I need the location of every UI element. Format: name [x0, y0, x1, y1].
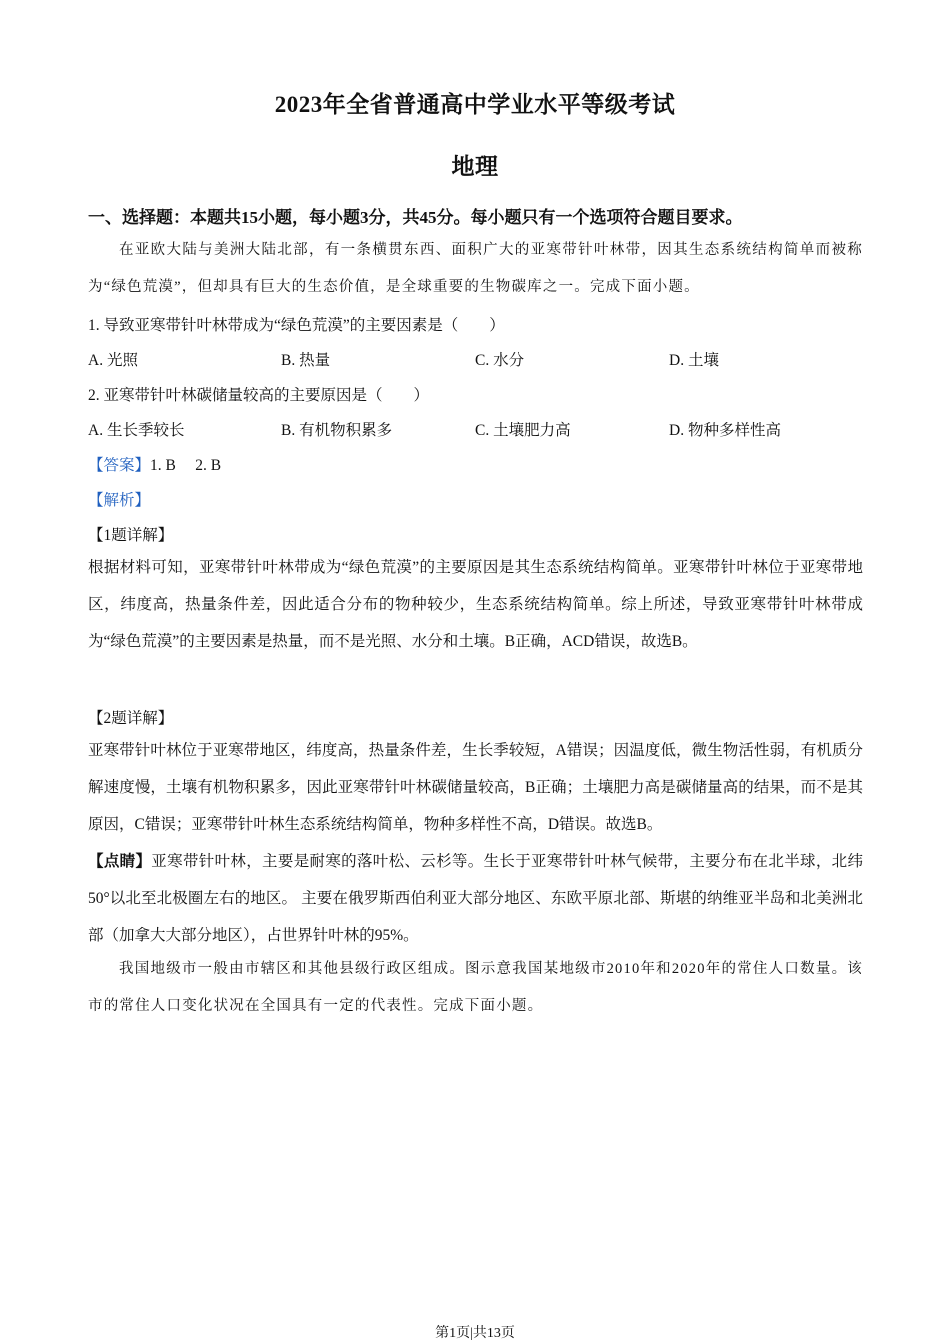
detail-1-text: 根据材料可知，亚寒带针叶林带成为“绿色荒漠”的主要原因是其生态系统结构简单。亚寒带针叶林位于亚寒带地区，纬度高，热量条件差，因此适合分布的物种较少，生态系统结构简单。综上所述，导致亚寒带针叶林带成为“绿色荒漠”的主要因素是热量，而不是光照、水分和土壤。B正确，ACD错误，故选B。 [88, 559, 863, 650]
question-2-stem: 2. 亚寒带针叶林碳储量较高的主要原因是（ ） [88, 387, 430, 404]
q2-option-b: B. 有机物积累多 [281, 422, 393, 439]
analysis-label: 【解析】 [88, 492, 151, 509]
q2-option-a: A. 生长季较长 [88, 422, 185, 439]
page-footer: 第1页|共13页 [435, 1326, 515, 1341]
answer-label: 【答案】 [88, 457, 151, 474]
tip-paragraph [88, 843, 863, 954]
detail-2-text: 亚寒带针叶林位于亚寒带地区，纬度高，热量条件差，生长季较短，A错误；因温度低，微生物活性弱，有机质分解速度慢，土壤有机物积累多，因此亚寒带针叶林碳储量较高，B正确；土壤肥力高是碳储量高的结果，而不是其原因，C错误；亚寒带针叶林生态系统结构简单，物种多样性不高，D错误。故选B。 [88, 742, 863, 833]
section-heading: 一、选择题：本题共15小题，每小题3分，共45分。每小题只有一个选项符合题目要求。 [88, 208, 743, 227]
q1-option-c: C. 水分 [475, 352, 525, 369]
subject-title: 地理 [451, 154, 499, 179]
q2-option-c: C. 土壤肥力高 [475, 422, 571, 439]
q2-option-d: D. 物种多样性高 [669, 422, 781, 439]
q1-option-b: B. 热量 [281, 352, 331, 369]
tip-label: 【点睛】 [88, 853, 152, 870]
question-1-stem: 1. 导致亚寒带针叶林带成为“绿色荒漠”的主要因素是（ ） [88, 317, 505, 334]
tip-text: 亚寒带针叶林，主要是耐寒的落叶松、云杉等。生长于亚寒带针叶林气候带，主要分布在北半球，北纬50°以北至北极圈左右的地区。 主要在俄罗斯西伯利亚大部分地区、东欧平原北部、斯堪的纳维亚半岛和北美洲北部（加拿大大部分地区），占世界针叶林的95%。 [88, 853, 863, 944]
q1-option-a: A. 光照 [88, 352, 138, 369]
answer-text: 1. B 2. B [150, 457, 222, 474]
analysis-line [88, 488, 150, 510]
passage-population: 我国地级市一般由市辖区和其他县级行政区组成。图示意我国某地级市2010年和2020年的常住人口数量。该市的常住人口变化状况在全国具有一定的代表性。完成下面小题。 [88, 961, 863, 1014]
answer-line [88, 453, 221, 475]
q1-option-d: D. 土壤 [669, 352, 719, 369]
exam-title: 2023年全省普通高中学业水平等级考试 [274, 92, 676, 117]
detail-1-label: 【1题详解】 [88, 527, 174, 544]
detail-2-label: 【2题详解】 [88, 710, 174, 727]
passage-forest: 在亚欧大陆与美洲大陆北部，有一条横贯东西、面积广大的亚寒带针叶林带，因其生态系统结构简单而被称为“绿色荒漠”，但却具有巨大的生态价值，是全球重要的生物碳库之一。完成下面小题。 [88, 242, 863, 295]
